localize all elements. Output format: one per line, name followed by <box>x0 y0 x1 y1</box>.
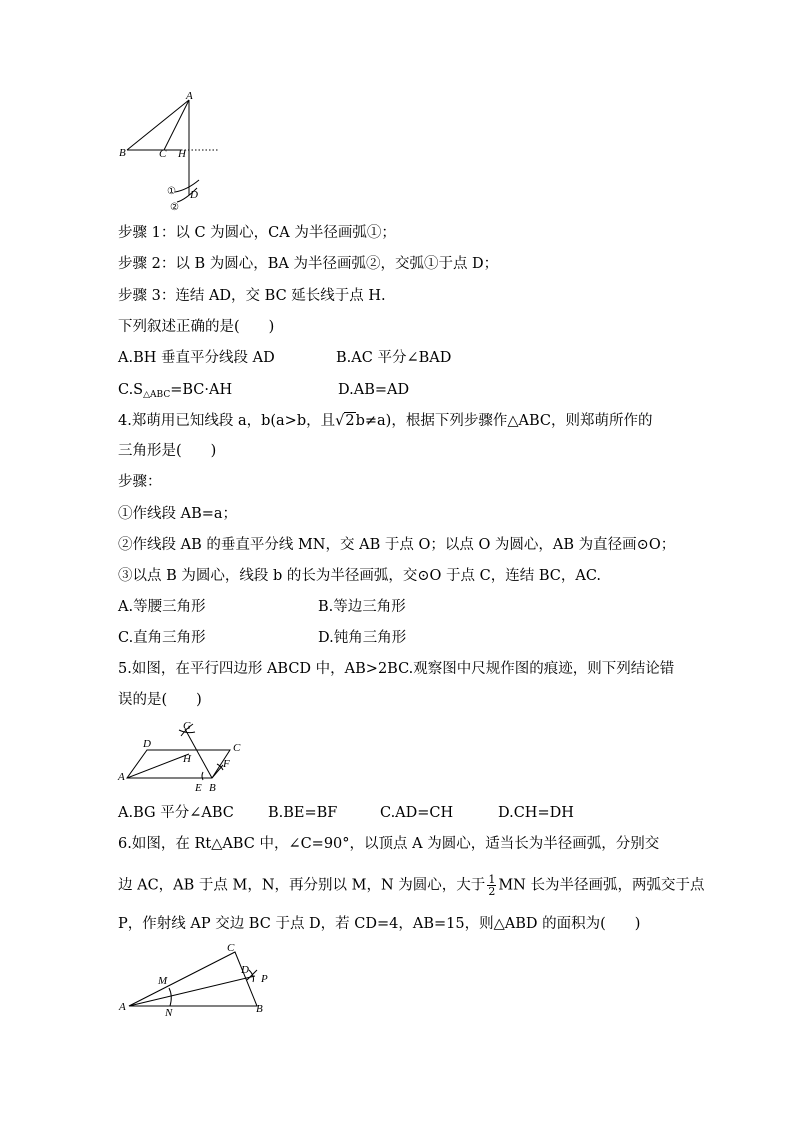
label-M: M <box>158 975 168 987</box>
label-B: B <box>119 147 126 159</box>
label-G: G <box>183 720 191 732</box>
segment-CA <box>164 100 189 150</box>
label-A: A <box>118 771 125 783</box>
sqrt-sign: √ <box>335 413 345 429</box>
sqrt-2 <box>335 411 355 431</box>
sqrt-radicand: 2 <box>345 413 355 429</box>
q3-option-c-post: =BC·AH <box>170 382 233 398</box>
label-B: B <box>209 782 216 794</box>
label-A: A <box>119 1001 126 1013</box>
q4-option-b[interactable]: B.等边三角形 <box>318 599 406 615</box>
q4-step3: ③以点 B 为圆心，线段 b 的长为半径画弧，交⊙O 于点 C，连结 BC，AC. <box>118 568 602 584</box>
q4-step2: ②作线段 AB 的垂直平分线 MN，交 AB 于点 O；以点 O 为圆心，AB 为直径画⊙O； <box>118 537 676 553</box>
q3-step2: 步骤 2：以 B 为圆心，BA 为半径画弧②，交弧①于点 D； <box>118 256 499 272</box>
q5-line1: 5.如图，在平行四边形 ABCD 中，AB>2BC.观察图中尺规作图的痕迹，则下列结论错 <box>118 661 675 677</box>
q5-option-a[interactable]: A.BG 平分∠ABC <box>118 805 234 821</box>
label-C: C <box>159 148 167 160</box>
q3-option-b[interactable]: B.AC 平分∠BAD <box>336 350 452 366</box>
fraction-numerator: 1 <box>488 873 496 886</box>
q5-option-b[interactable]: B.BE=BF <box>268 805 338 821</box>
line-AH <box>127 754 189 778</box>
triangle-ABC <box>129 952 257 1006</box>
label-C: C <box>233 742 241 754</box>
q6-line2 <box>118 874 704 897</box>
q6-line2-post: MN 长为半径画弧，两弧交于点 <box>498 877 705 894</box>
arc-e <box>202 772 203 780</box>
q6-line3: P，作射线 AP 交边 BC 于点 D，若 CD=4，AB=15，则△ABD 的面积为( ) <box>118 916 641 932</box>
q5-option-d[interactable]: D.CH=DH <box>498 805 574 821</box>
label-N: N <box>165 1007 173 1019</box>
label-H: H <box>178 148 186 160</box>
q6-line2-pre: 边 AC，AB 于点 M，N，再分别以 M，N 为圆心，大于 <box>118 877 486 894</box>
label-D: D <box>190 189 198 201</box>
q4-steps-title: 步骤： <box>118 474 162 490</box>
q4-option-a[interactable]: A.等腰三角形 <box>118 599 206 615</box>
q4-option-c[interactable]: C.直角三角形 <box>118 630 206 646</box>
q3-option-c-pre: C.S <box>118 382 144 398</box>
label-D: D <box>143 738 151 750</box>
q3-step3: 步骤 3：连结 AD，交 BC 延长线于点 H. <box>118 288 386 304</box>
label-B: B <box>256 1003 263 1015</box>
label-H: H <box>183 753 191 765</box>
label-E: E <box>195 782 202 794</box>
fraction-half <box>487 874 496 897</box>
q4-step1: ①作线段 AB=a； <box>118 506 238 522</box>
label-A: A <box>186 90 193 102</box>
q3-option-d[interactable]: D.AB=AD <box>338 382 410 398</box>
figure-right-triangle <box>115 938 275 1018</box>
q5-line2: 误的是( ) <box>118 692 202 708</box>
q3-option-a[interactable]: A.BH 垂直平分线段 AD <box>118 350 275 366</box>
q6-line1: 6.如图，在 Rt△ABC 中，∠C=90°，以顶点 A 为圆心，适当长为半径画弧，分别交 <box>118 836 660 852</box>
ray-AP <box>129 976 255 1006</box>
label-C: C <box>227 942 235 954</box>
q3-step1: 步骤 1：以 C 为圆心，CA 为半径画弧①； <box>118 225 396 241</box>
figure-parallelogram <box>115 718 255 796</box>
label-P: P <box>261 973 268 985</box>
arc-mn <box>169 988 171 1006</box>
q4-line1 <box>118 411 652 431</box>
segment-BA <box>127 100 189 150</box>
fraction-denominator: 2 <box>488 885 496 898</box>
q3-option-c-sub: △ABC <box>143 390 171 400</box>
label-arc1: ① <box>167 186 176 197</box>
parallelogram-ABCD <box>127 750 230 778</box>
q4-option-d[interactable]: D.钝角三角形 <box>318 630 407 646</box>
q4-line1-pre: 4.郑萌用已知线段 a，b(a>b，且 <box>118 413 336 429</box>
q4-line2: 三角形是( ) <box>118 443 217 459</box>
label-F: F <box>223 758 230 770</box>
q5-option-c[interactable]: C.AD=CH <box>380 805 454 821</box>
q3-prompt: 下列叙述正确的是( ) <box>118 319 275 335</box>
figure-triangle-construction <box>115 92 235 217</box>
q3-option-c[interactable] <box>118 380 232 402</box>
label-D: D <box>241 964 249 976</box>
label-arc2: ② <box>170 202 179 213</box>
q4-line1-post: b≠a)，根据下列步骤作△ABC，则郑萌所作的 <box>355 413 653 429</box>
